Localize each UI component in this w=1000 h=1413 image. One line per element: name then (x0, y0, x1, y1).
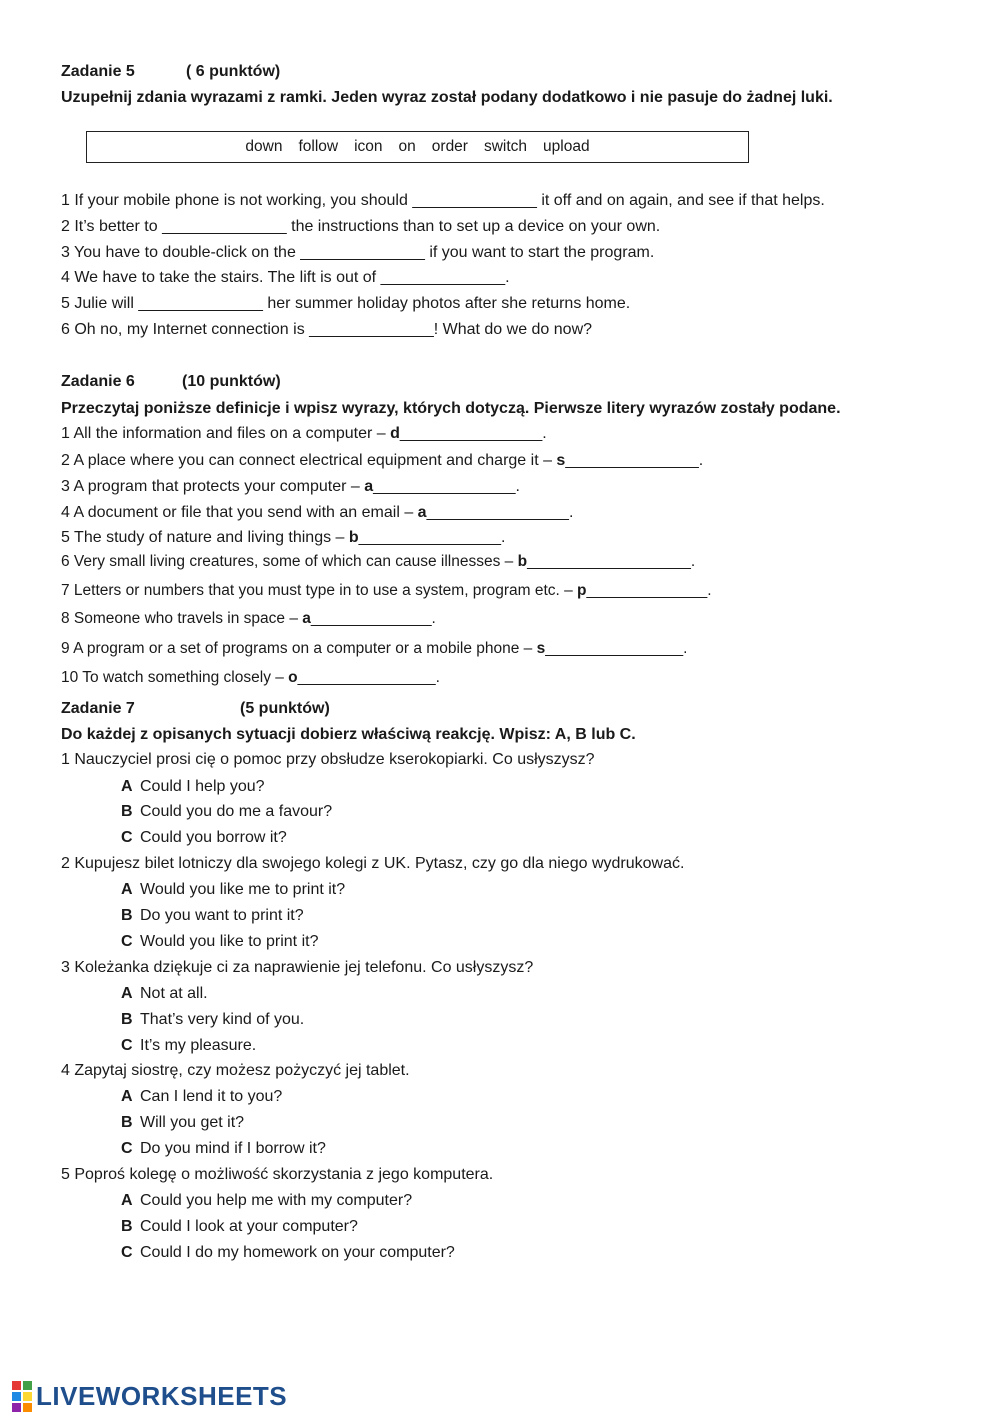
task5-sentence: 6 Oh no, my Internet connection is ______________! What do we do now? (61, 321, 593, 338)
task7-option: A Could you help me with my computer? (121, 1192, 413, 1209)
task6-definition: 9 A program or a set of programs on a computer or a mobile phone – s________________. (61, 640, 688, 657)
logo-text: LIVEWORKSHEETS (36, 1380, 288, 1411)
task7-option: C Could I do my homework on your computer? (121, 1244, 455, 1261)
word-box-item: follow (298, 138, 339, 155)
logo-tile (23, 1403, 32, 1412)
task6-definition: 1 All the information and files on a computer – d________________. (61, 425, 547, 442)
word-box-item: switch (483, 138, 528, 155)
task6-instruction: Przeczytaj poniższe definicje i wpisz wyrazy, których dotyczą. Pierwsze litery wyrazów zostały podane. (61, 400, 841, 417)
task7-points: (5 punktów) (240, 700, 330, 717)
task7-option: C Do you mind if I borrow it? (121, 1140, 326, 1157)
task7-option: B Could I look at your computer? (121, 1218, 358, 1235)
task5-sentence: 5 Julie will ______________ her summer holiday photos after she returns home. (61, 295, 631, 312)
task7-question: 5 Poproś kolegę o możliwość skorzystania z jego komputera. (61, 1166, 494, 1183)
task7-option: B Could you do me a favour? (121, 803, 333, 820)
task5-sentence: 2 It’s better to ______________ the instructions than to set up a device on your own. (61, 218, 661, 235)
logo-tile (12, 1403, 21, 1412)
logo-tiles-icon (12, 1381, 32, 1412)
task7-option: A Can I lend it to you? (121, 1088, 283, 1105)
task6-definition: 6 Very small living creatures, some of which can cause illnesses – b___________________. (61, 553, 696, 570)
task7-question: 3 Koleżanka dziękuje ci za naprawienie jej telefonu. Co usłyszysz? (61, 959, 534, 976)
task5-instruction: Uzupełnij zdania wyrazami z ramki. Jeden wyraz został podany dodatkowo i nie pasuje do żadnej luki. (61, 89, 833, 106)
task7-question: 2 Kupujesz bilet lotniczy dla swojego kolegi z UK. Pytasz, czy go dla niego wydrukować. (61, 855, 685, 872)
task6-definition: 3 A program that protects your computer – a________________. (61, 478, 520, 495)
task7-option: C Could you borrow it? (121, 829, 287, 846)
logo-tile (23, 1381, 32, 1390)
word-box (86, 131, 749, 163)
task7-option: C Would you like to print it? (121, 933, 319, 950)
task6-definition: 2 A place where you can connect electrical equipment and charge it – s_______________. (61, 452, 704, 469)
task6-definition: 4 A document or file that you send with an email – a________________. (61, 504, 574, 521)
liveworksheets-logo[interactable] (12, 1381, 287, 1411)
task6-title: Zadanie 6 (61, 373, 135, 390)
task6-definition: 8 Someone who travels in space – a______________. (61, 610, 436, 627)
task7-option: C It’s my pleasure. (121, 1037, 257, 1054)
task5-sentence: 3 You have to double-click on the ______________ if you want to start the program. (61, 244, 655, 261)
task7-option: B Will you get it? (121, 1114, 245, 1131)
word-box-item: down (245, 138, 283, 155)
task6-points: (10 punktów) (182, 373, 281, 390)
task5-title: Zadanie 5 (61, 63, 135, 80)
task6-definition: 5 The study of nature and living things – b________________. (61, 529, 506, 546)
word-box-item: on (398, 138, 416, 155)
word-box-item: icon (354, 138, 383, 155)
logo-tile (23, 1392, 32, 1401)
task6-definition: 7 Letters or numbers that you must type in to use a system, program etc. – p______________. (61, 582, 712, 599)
task7-instruction: Do każdej z opisanych sytuacji dobierz właściwą reakcję. Wpisz: A, B lub C. (61, 726, 636, 743)
task6-definition: 10 To watch something closely – o________________. (61, 669, 440, 686)
task7-title: Zadanie 7 (61, 700, 135, 717)
task7-question: 4 Zapytaj siostrę, czy możesz pożyczyć jej tablet. (61, 1062, 410, 1079)
task7-question: 1 Nauczyciel prosi cię o pomoc przy obsłudze kserokopiarki. Co usłyszysz? (61, 751, 595, 768)
task7-option: B That’s very kind of you. (121, 1011, 305, 1028)
task7-option: B Do you want to print it? (121, 907, 304, 924)
word-box-item: order (431, 138, 468, 155)
task7-option: A Not at all. (121, 985, 208, 1002)
task5-sentence: 1 If your mobile phone is not working, you should ______________ it off and on again, and see if that helps. (61, 192, 825, 209)
task7-option: A Would you like me to print it? (121, 881, 346, 898)
logo-tile (12, 1392, 21, 1401)
task5-points: ( 6 punktów) (186, 63, 281, 80)
task5-sentence: 4 We have to take the stairs. The lift is out of ______________. (61, 269, 510, 286)
logo-tile (12, 1381, 21, 1390)
task7-option: A Could I help you? (121, 778, 265, 795)
word-box-item: upload (543, 138, 590, 155)
